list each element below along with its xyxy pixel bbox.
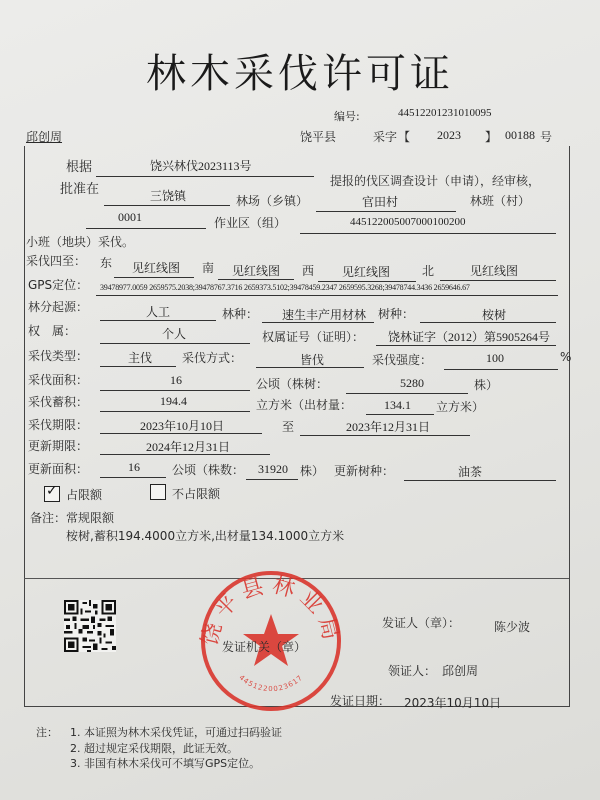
quota-out-checkbox[interactable] [150, 484, 166, 500]
basis-label: 根据 [66, 160, 93, 175]
renew-period-label: 更新期限： [28, 439, 89, 453]
east-underline [114, 277, 194, 278]
year: 2023 [437, 128, 461, 142]
quota-in-label: 占限额 [66, 488, 103, 502]
west-underline [318, 281, 416, 282]
cai-zi: 采字 [373, 130, 398, 144]
cert-value: 饶林证字（2012）第5905264号 [388, 330, 551, 344]
renew-species-underline [404, 480, 556, 481]
forest-type-value: 速生丰产用材林 [282, 308, 367, 322]
origin-underline [100, 320, 216, 321]
origin-label: 林分起源： [28, 300, 89, 314]
south-label: 南 [202, 261, 215, 275]
tree-count-unit: 株） [474, 378, 499, 392]
remark-line-2: 桉树,蓄积194.4000立方米,出材量134.1000立方米 [66, 529, 345, 543]
output-value: 134.1 [384, 398, 411, 412]
cut-method-value: 皆伐 [300, 353, 325, 367]
check-icon: ✓ [46, 483, 58, 499]
sequence-suffix: 号 [540, 130, 553, 144]
gps-label: GPS定位： [28, 278, 89, 292]
renew-period-underline [100, 454, 270, 455]
renew-period-value: 2024年12月31日 [146, 440, 231, 454]
issue-date: 2023年10月10日 [404, 696, 502, 710]
issuing-authority-label: 发证机关（章） [222, 640, 307, 654]
quota-in-checkbox[interactable] [44, 483, 60, 502]
percent-sign: % [560, 350, 572, 364]
volume-underline [100, 411, 250, 412]
volume-unit: 立方米（出材量： [256, 398, 353, 412]
cert-underline [376, 345, 556, 346]
west-value: 见红线图 [342, 265, 391, 279]
renew-area-unit: 公顷（株数： [172, 463, 245, 477]
class-label: 林班（村） [470, 194, 531, 208]
ownership-value: 个人 [162, 327, 187, 341]
year-bracket-open: 【 [398, 130, 411, 144]
renew-tree-count-underline [246, 479, 298, 480]
qr-code [64, 600, 116, 652]
issuer-label: 发证人（章）： [382, 616, 461, 630]
ownership-underline [100, 343, 250, 344]
seal-code: 4451220023617 [237, 673, 305, 694]
area-unit: 公顷（株树： [256, 377, 329, 391]
intensity-underline [444, 369, 558, 370]
renew-species-label: 更新树种： [334, 464, 395, 478]
town-underline [104, 205, 230, 206]
receiver-label: 领证人： [388, 664, 437, 678]
intensity-label: 采伐强度： [372, 353, 433, 367]
remark-label: 备注： [30, 511, 67, 525]
county: 饶平县 [300, 130, 337, 144]
document-title: 林木采伐许可证 [146, 51, 454, 97]
town: 三饶镇 [150, 189, 187, 203]
area-value: 16 [170, 373, 182, 387]
volume-value: 194.4 [160, 394, 187, 408]
end-date: 2023年12月31日 [346, 420, 431, 434]
south-value: 见红线图 [232, 264, 281, 278]
forest-type-label: 林种： [222, 307, 259, 321]
zone-label: 作业区（组） [214, 216, 287, 230]
note-1: 1. 本证照为林木采伐凭证，可通过扫码验证 [70, 726, 282, 739]
area-label: 采伐面积： [28, 373, 89, 387]
north-label: 北 [422, 264, 435, 278]
start-date-underline [100, 433, 262, 434]
gps-value: 39478977.0059 2659575.2038;39478767.3716 2659373.5102;39478459.2347 2659595.3268;39478744.3436 2659646.67 [100, 283, 470, 292]
tree-count: 5280 [400, 376, 424, 390]
area-underline [100, 390, 250, 391]
cut-type-label: 采伐类型： [28, 349, 89, 363]
issuer-name: 陈少波 [494, 620, 531, 634]
basis-document: 饶兴林伐2023113号 [150, 159, 252, 173]
start-date: 2023年10月10日 [140, 419, 225, 433]
class-underline [86, 228, 206, 229]
certificate-number: 44512201231010095 [398, 107, 492, 119]
year-bracket-close: 】 [485, 130, 498, 144]
cut-method-underline [256, 367, 364, 368]
top-name: 邱创周 [26, 130, 63, 144]
quota-out-label: 不占限额 [172, 487, 221, 501]
renew-tree-count-unit: 株） [300, 464, 325, 478]
south-underline [218, 279, 294, 280]
notes-label: 注： [36, 726, 58, 739]
remark-line-1: 常规限额 [66, 511, 115, 525]
output-unit: 立方米） [436, 400, 485, 414]
number-label: 编号: [334, 110, 360, 123]
seal-text: 饶平县林业局 [197, 572, 345, 649]
intensity-value: 100 [486, 351, 504, 365]
ownership-label: 权 属： [28, 324, 77, 338]
cert-label: 权属证号（证明）： [262, 330, 365, 344]
forest-type-underline [262, 322, 374, 323]
zone-code: 445122005007000100200 [350, 216, 466, 228]
north-value: 见红线图 [470, 264, 519, 278]
renew-tree-count: 31920 [258, 462, 288, 476]
tree-species-value: 桉树 [482, 308, 507, 322]
basis-underline [96, 176, 314, 177]
to-label: 至 [282, 420, 295, 434]
renew-area-underline [100, 477, 166, 478]
farm-label: 林场（乡镇） [236, 194, 309, 208]
class-number: 0001 [118, 210, 142, 224]
volume-label: 采伐蓄积： [28, 395, 89, 409]
north-underline [440, 280, 556, 281]
note-2: 2. 超过规定采伐期限，此证无效。 [70, 742, 238, 755]
basis-text: 提报的伐区调查设计（申请），经审核， [330, 174, 541, 188]
approve-label: 批准在 [60, 182, 100, 197]
tree-count-underline [346, 393, 468, 394]
zone-underline [300, 233, 556, 234]
sequence-number: 00188 [505, 128, 535, 142]
renew-area-value: 16 [128, 460, 140, 474]
issue-date-label: 发证日期： [330, 694, 391, 708]
origin-value: 人工 [146, 305, 171, 319]
tree-species-label: 树种： [378, 307, 415, 321]
svg-text:4451220023617 [237, 674, 304, 694]
cut-method-label: 采伐方式： [182, 351, 243, 365]
boundary-label: 采伐四至： [26, 254, 87, 268]
village: 官田村 [362, 195, 399, 209]
east-label: 东 [100, 256, 113, 270]
output-underline [366, 414, 434, 415]
west-label: 西 [302, 264, 315, 278]
cut-type-underline [100, 366, 176, 367]
renew-area-label: 更新面积： [28, 462, 89, 476]
village-underline [316, 211, 456, 212]
east-value: 见红线图 [132, 261, 181, 275]
renew-species-value: 油茶 [458, 465, 483, 479]
cut-type-value: 主伐 [128, 351, 153, 365]
subclass-text: 小班（地块）采伐。 [26, 235, 135, 249]
period-label: 采伐期限： [28, 418, 89, 432]
end-date-underline [300, 435, 470, 436]
gps-underline [96, 295, 558, 296]
receiver-name: 邱创周 [442, 664, 479, 678]
note-3: 3. 非国有林木采伐可不填写GPS定位。 [70, 757, 261, 770]
tree-species-underline [420, 322, 556, 323]
